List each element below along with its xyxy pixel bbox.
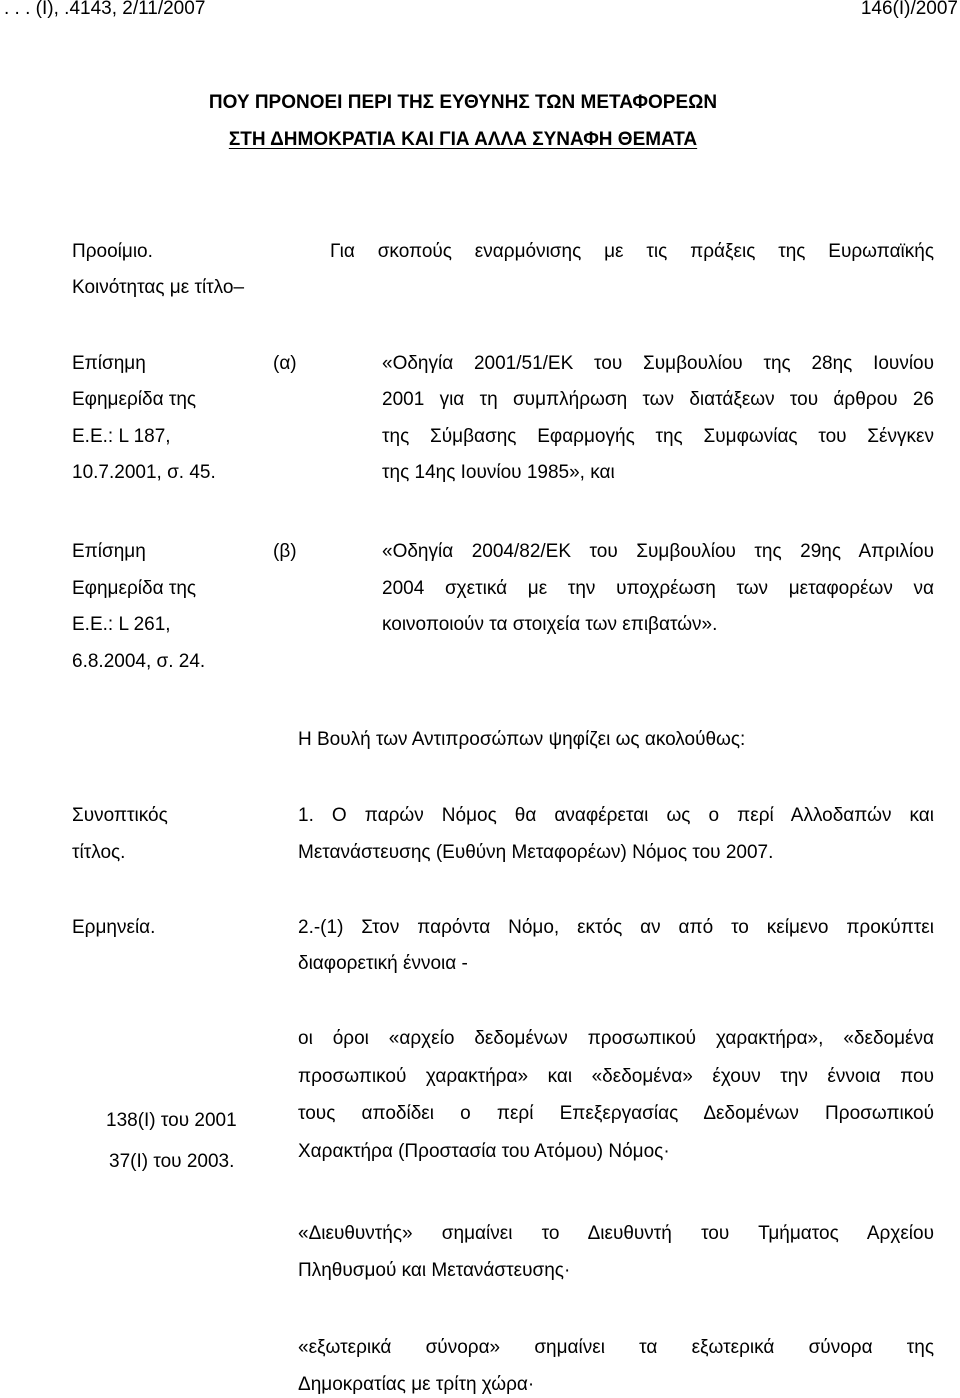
preamble-label: Προοίμιο. — [72, 241, 153, 262]
title-line-1: ΠΟΥ ΠΡΟΝΟΕΙ ΠΕΡΙ ΤΗΣ ΕΥΘΥΝΗΣ ΤΩΝ ΜΕΤΑΦΟΡΕΩΝ — [208, 92, 718, 113]
header-law-reference: . . . (Ι), .4143, 2/11/2007 — [4, 0, 206, 19]
margin-note: Ε.Ε.: L 187, — [72, 426, 171, 447]
body-line: κοινοποιούν τα στοιχεία των επιβατών». — [382, 614, 718, 635]
definition-line: Πληθυσμού και Μετανάστευσης· — [298, 1260, 571, 1281]
section-2-line: 2.-(1) Στον παρόντα Νόμο, εκτός αν από το κείμενο προκύπτει — [298, 917, 934, 938]
section-1-line: 1. Ο παρών Νόμος θα αναφέρεται ως ο περί Αλλοδαπών και — [298, 805, 934, 826]
body-line: «Οδηγία 2004/82/ΕΚ του Συμβουλίου της 29ης Απριλίου — [382, 541, 934, 562]
ref-a-marker: (α) — [273, 353, 297, 374]
definition-line: τους αποδίδει ο περί Επεξεργασίας Δεδομένων Προσωπικού — [298, 1103, 934, 1124]
header-law-number: 146(Ι)/2007 — [860, 0, 958, 19]
ref-b-marker: (β) — [273, 541, 297, 562]
margin-citation: 37(Ι) του 2003. — [109, 1151, 235, 1172]
title-line-2: ΣΤΗ ΔΗΜΟΚΡΑΤΙΑ ΚΑΙ ΓΙΑ ΑΛΛΑ ΣΥΝΑΦΗ ΘΕΜΑΤΑ — [228, 129, 698, 150]
enactment-formula: Η Βουλή των Αντιπροσώπων ψηφίζει ως ακολούθως: — [298, 729, 746, 750]
body-line: 2004 σχετικά με την υποχρέωση των μεταφορέων να — [382, 578, 934, 599]
body-line: της Σύμβασης Εφαρμογής της Συμφωνίας του Σένγκεν — [382, 426, 934, 447]
definition-line: οι όροι «αρχείο δεδομένων προσωπικού χαρακτήρα», «δεδομένα — [298, 1028, 934, 1049]
margin-note: Επίσημη — [72, 541, 146, 562]
definition-line: Δημοκρατίας με τρίτη χώρα· — [298, 1374, 535, 1395]
preamble-line-2: Κοινότητας με τίτλο– — [72, 277, 245, 298]
margin-note: Εφημερίδα της — [72, 389, 197, 410]
margin-note: 10.7.2001, σ. 45. — [72, 462, 216, 483]
section-1-margin-title: τίτλος. — [72, 842, 126, 863]
margin-citation: 138(Ι) του 2001 — [106, 1110, 237, 1131]
margin-note: Επίσημη — [72, 353, 146, 374]
preamble-line-1: Για σκοπούς εναρμόνισης με τις πράξεις της Ευρωπαϊκής — [330, 241, 934, 262]
definition-line: προσωπικού χαρακτήρα» και «δεδομένα» έχουν την έννοια που — [298, 1066, 934, 1087]
section-2-margin-title: Ερμηνεία. — [72, 917, 156, 938]
body-line: «Οδηγία 2001/51/ΕΚ του Συμβουλίου της 28ης Ιουνίου — [382, 353, 934, 374]
definition-line: Χαρακτήρα (Προστασία του Ατόμου) Νόμος· — [298, 1141, 670, 1162]
section-2-line: διαφορετική έννοια - — [298, 953, 468, 974]
body-line: 2001 για τη συμπλήρωση των διατάξεων του άρθρου 26 — [382, 389, 934, 410]
margin-note: 6.8.2004, σ. 24. — [72, 651, 206, 672]
margin-note: Εφημερίδα της — [72, 578, 197, 599]
section-1-margin-title: Συνοπτικός — [72, 805, 168, 826]
definition-line: «εξωτερικά σύνορα» σημαίνει τα εξωτερικά σύνορα της — [298, 1337, 934, 1358]
body-line: της 14ης Ιουνίου 1985», και — [382, 462, 615, 483]
definition-line: «Διευθυντής» σημαίνει το Διευθυντή του Τμήματος Αρχείου — [298, 1223, 934, 1244]
section-1-line: Μετανάστευσης (Ευθύνη Μεταφορέων) Νόμος του 2007. — [298, 842, 774, 863]
margin-note: Ε.Ε.: L 261, — [72, 614, 171, 635]
